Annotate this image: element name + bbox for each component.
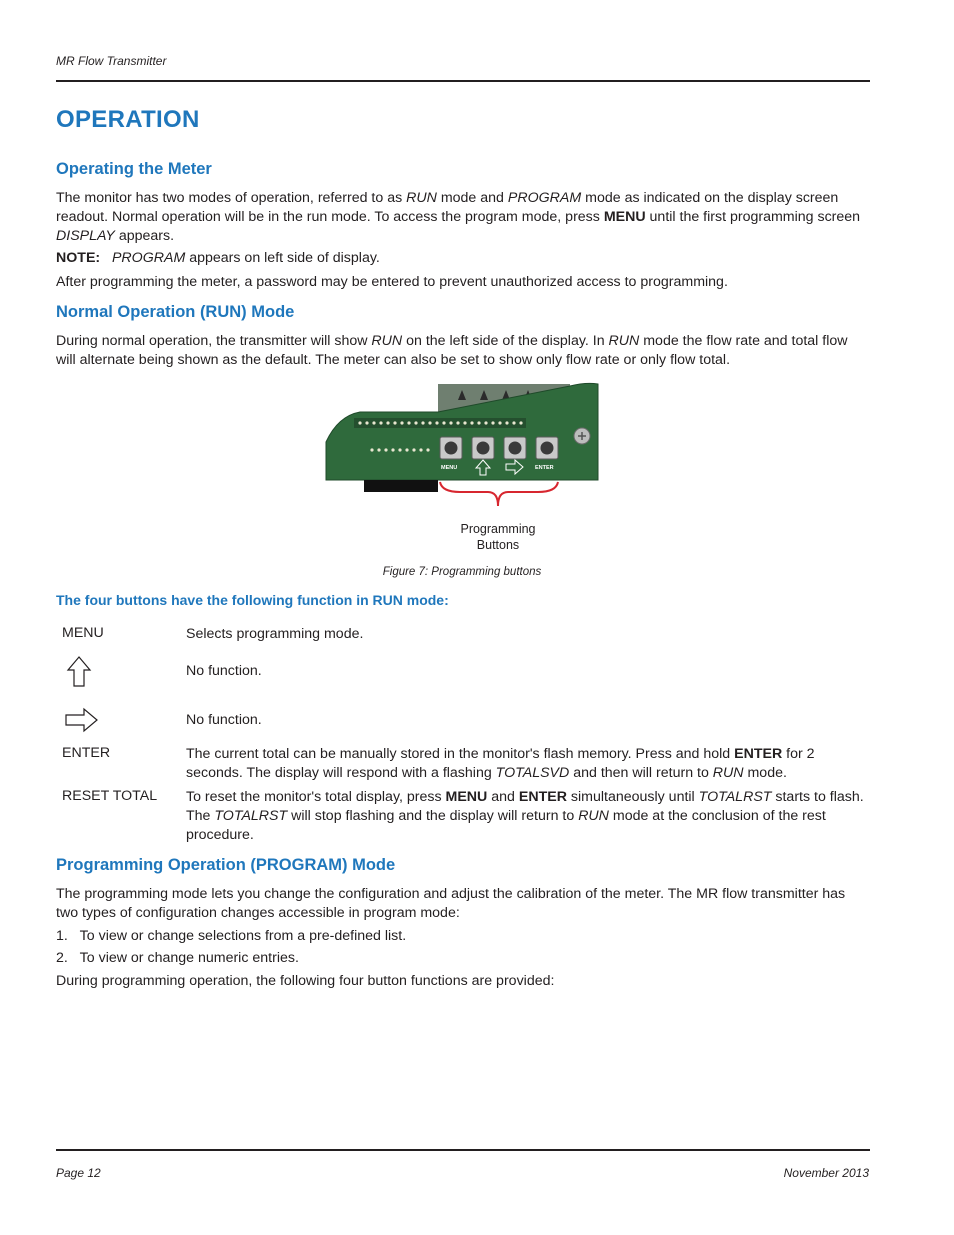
- text-span: MENU: [445, 789, 488, 805]
- paragraph-program-functions: During programming operation, the following four button functions are provided:: [56, 973, 555, 989]
- note: [56, 249, 866, 268]
- text-span: To reset the monitor's total display, press: [186, 789, 446, 805]
- text-span: PROGRAM: [111, 250, 186, 266]
- text-span: TOTALRST: [214, 807, 288, 824]
- text-span: appears.: [114, 227, 175, 244]
- board-button-menu[interactable]: [440, 437, 462, 459]
- heading-program-mode: Programming Operation (PROGRAM) Mode: [56, 856, 396, 874]
- text-span: RUN: [712, 764, 744, 781]
- row-label-reset-total: RESET TOTAL: [62, 788, 158, 804]
- list-text: To view or change numeric entries.: [79, 950, 299, 966]
- list-number: 2.: [56, 950, 68, 966]
- figure-caption: Figure 7: Programming buttons: [382, 566, 542, 578]
- note-label: NOTE:: [56, 250, 101, 266]
- text-span: The monitor has two modes of operation, referred to as: [56, 190, 407, 206]
- text-span: appears on left side of display.: [185, 250, 380, 266]
- screw-icon: [574, 428, 590, 444]
- list-item: [56, 927, 866, 946]
- text-span: The current total can be manually stored in the monitor's flash memory. Press and hold: [186, 746, 735, 762]
- callout-label: [438, 522, 558, 553]
- text-span: will stop flashing and the display will return to: [287, 807, 579, 824]
- header-rule: [56, 80, 870, 82]
- board-label-enter: ENTER: [535, 465, 554, 471]
- page-title: OPERATION: [56, 106, 200, 133]
- text-span: No function.: [186, 712, 262, 728]
- footer-date: November 2013: [783, 1166, 869, 1180]
- board-button-enter[interactable]: [536, 437, 558, 459]
- list-item: [56, 949, 866, 968]
- text-span: and then will return to: [569, 764, 713, 781]
- text-span: DISPLAY: [56, 227, 115, 244]
- heading-operating-the-meter: Operating the Meter: [56, 160, 212, 178]
- paragraph-operating-intro: [56, 189, 866, 245]
- paragraph-password: After programming the meter, a password may be entered to prevent unauthorized access to programming.: [56, 274, 728, 290]
- heading-run-mode: Normal Operation (RUN) Mode: [56, 303, 295, 321]
- text-span: RUN: [608, 333, 640, 349]
- text-span: mode and: [436, 190, 508, 206]
- board-label-menu: MENU: [441, 465, 458, 471]
- text-span: ENTER: [518, 789, 567, 805]
- text-span: RUN: [371, 333, 403, 349]
- text-span: until the first programming screen: [645, 208, 861, 225]
- text-span: MENU: [603, 208, 646, 225]
- buttons-table-heading: The four buttons have the following function in RUN mode:: [56, 592, 449, 608]
- callout-line: Buttons: [476, 537, 520, 552]
- row-label-enter: ENTER: [62, 745, 111, 761]
- text-span: ENTER: [734, 746, 783, 762]
- text-span: mode.: [743, 764, 787, 781]
- text-span: mode the flow rate and total flow will alternate being shown as the default. The meter can also be set to show only flow rate or only flow total.: [56, 333, 848, 368]
- up-arrow-icon: [66, 655, 92, 689]
- paragraph-program-mode: The programming mode lets you change the configuration and adjust the calibration of the meter. The MR flow transmitter has two types of configuration changes accessible in program mode:: [56, 886, 846, 921]
- right-arrow-icon: [64, 707, 100, 733]
- page-number: Page 12: [56, 1166, 101, 1180]
- text-span: mode at the conclusion of the rest procedure.: [186, 807, 826, 843]
- footer-rule: [56, 1149, 870, 1151]
- row-desc-right-arrow: [186, 711, 866, 730]
- callout-line: Programming: [460, 522, 536, 536]
- text-span: for 2 seconds. The display will respond with a flashing: [186, 746, 815, 781]
- board-button-right[interactable]: [504, 437, 526, 459]
- text-span: simultaneously until: [566, 789, 699, 805]
- callout-bracket: [440, 482, 558, 506]
- text-span: RUN: [578, 807, 609, 824]
- board-button-up[interactable]: [472, 437, 494, 459]
- paragraph-run-mode: [56, 332, 866, 370]
- row-desc-reset-total: [186, 788, 866, 844]
- list-text: To view or change selections from a pre-defined list.: [79, 928, 407, 944]
- text-span: No function.: [186, 663, 262, 679]
- text-span: RUN: [406, 190, 437, 206]
- row-desc-menu: [186, 625, 866, 644]
- row-label-menu: MENU: [62, 625, 104, 641]
- document-title: MR Flow Transmitter: [56, 54, 167, 68]
- text-span: TOTALRST: [698, 789, 772, 805]
- bottom-connector: [364, 480, 438, 492]
- text-span: During normal operation, the transmitter will show: [56, 333, 372, 349]
- text-span: TOTALSVD: [495, 764, 570, 781]
- row-desc-enter: [186, 745, 866, 783]
- list-number: 1.: [56, 928, 68, 944]
- text-span: and: [487, 789, 519, 805]
- text-span: PROGRAM: [507, 190, 582, 206]
- text-span: Selects programming mode.: [186, 626, 364, 642]
- text-span: on the left side of the display. In: [402, 333, 609, 349]
- text-span: mode as indicated on the display screen readout. Normal operation will be in the run mode. To access the program mode, press: [56, 190, 839, 225]
- text-span: starts to flash. The: [186, 789, 864, 824]
- row-desc-up-arrow: [186, 662, 866, 681]
